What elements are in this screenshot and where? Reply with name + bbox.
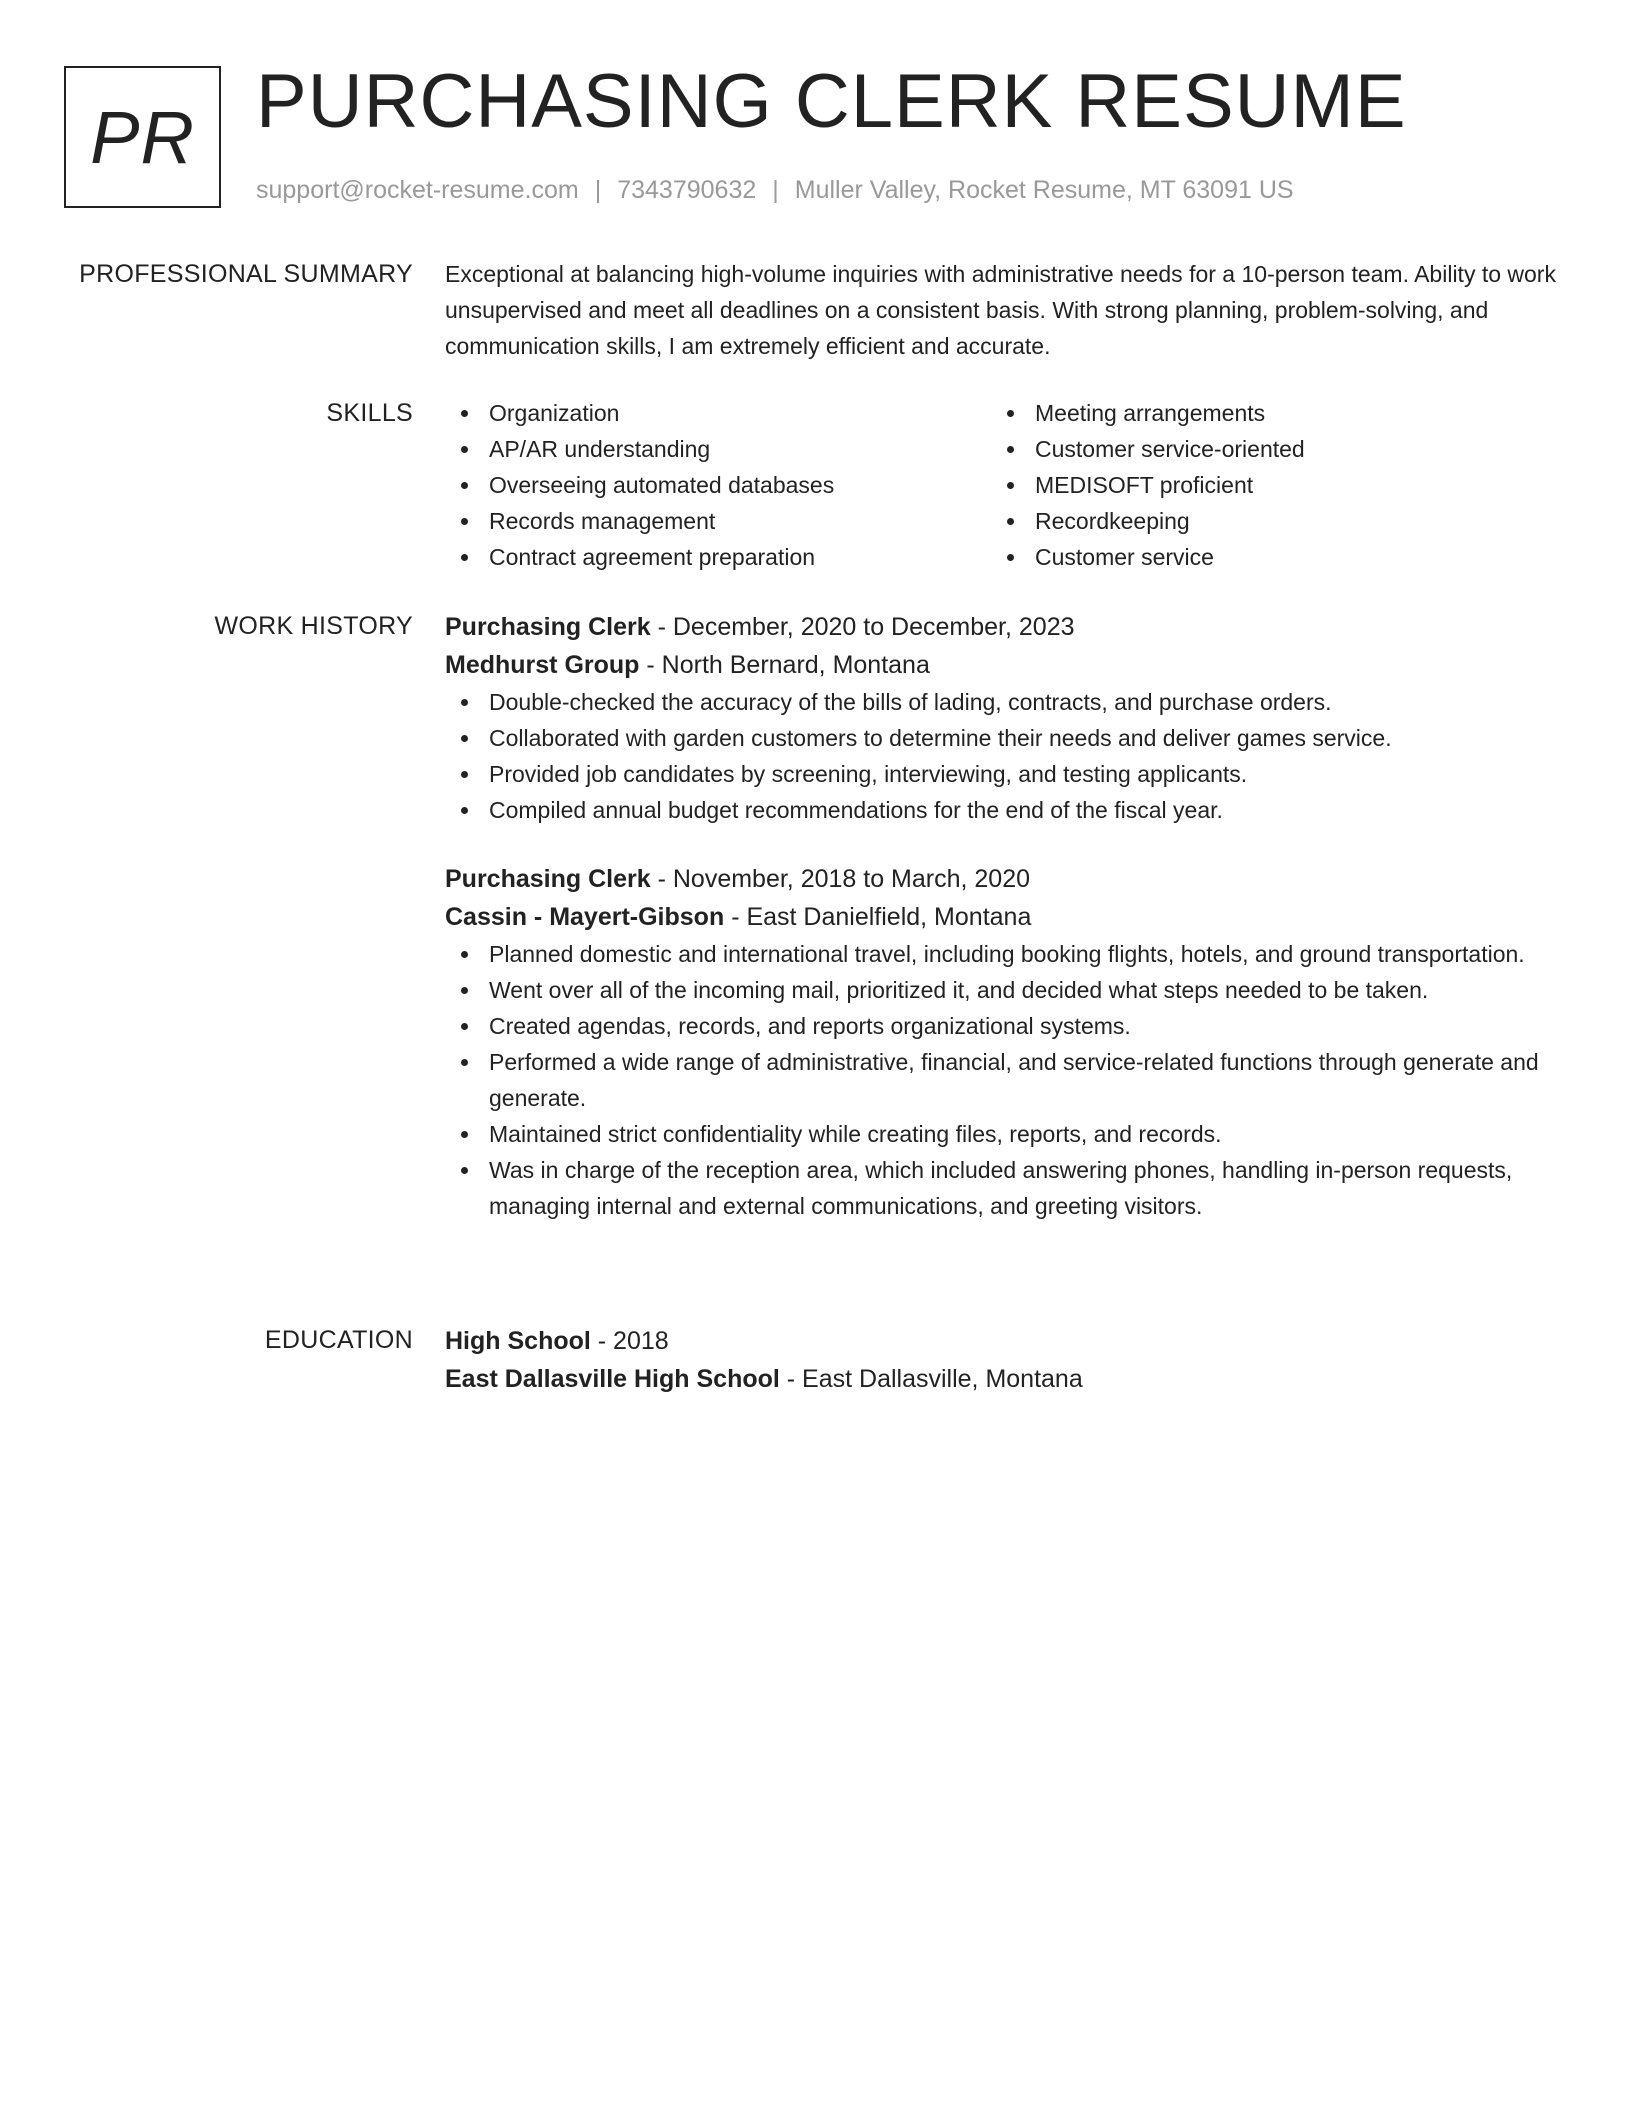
skill-item: Contract agreement preparation xyxy=(445,539,991,575)
education-degree-line xyxy=(445,1322,1565,1360)
job-bullets xyxy=(445,684,1565,828)
job-bullet: Double-checked the accuracy of the bills of lading, contracts, and purchase orders. xyxy=(445,684,1565,720)
skill-item: Records management xyxy=(445,503,991,539)
skill-item: Overseeing automated databases xyxy=(445,467,991,503)
contact-phone: 7343790632 xyxy=(617,176,757,204)
contact-separator: | xyxy=(772,176,779,204)
section-label-skills: SKILLS xyxy=(326,399,413,427)
skill-item: MEDISOFT proficient xyxy=(991,467,1537,503)
skill-item: Recordkeeping xyxy=(991,503,1537,539)
job-entry xyxy=(445,860,1565,1224)
job-dates: - November, 2018 to March, 2020 xyxy=(657,865,1031,893)
skill-item: AP/AR understanding xyxy=(445,431,991,467)
job-bullet: Provided job candidates by screening, interviewing, and testing applicants. xyxy=(445,756,1565,792)
job-bullets xyxy=(445,936,1565,1224)
job-bullet: Collaborated with garden customers to determine their needs and deliver games service. xyxy=(445,720,1565,756)
job-location: - North Bernard, Montana xyxy=(646,651,930,679)
job-company: Cassin - Mayert-Gibson xyxy=(445,903,725,931)
skill-item: Customer service xyxy=(991,539,1537,575)
section-label-summary: PROFESSIONAL SUMMARY xyxy=(79,260,413,288)
contact-line xyxy=(256,174,1294,206)
education-year: - 2018 xyxy=(597,1327,669,1355)
job-company-line xyxy=(445,898,1565,936)
job-dates: - December, 2020 to December, 2023 xyxy=(657,613,1075,641)
contact-email: support@rocket-resume.com xyxy=(256,176,579,204)
contact-address: Muller Valley, Rocket Resume, MT 63091 US xyxy=(794,176,1294,204)
skill-item: Organization xyxy=(445,395,991,431)
skill-item: Meeting arrangements xyxy=(991,395,1537,431)
job-title: Purchasing Clerk xyxy=(445,613,651,641)
job-bullet: Performed a wide range of administrative, financial, and service-related functions through generate and generate. xyxy=(445,1044,1565,1116)
job-title: Purchasing Clerk xyxy=(445,865,651,893)
job-bullet: Created agendas, records, and reports organizational systems. xyxy=(445,1008,1565,1044)
job-company-line xyxy=(445,646,1565,684)
education-school: East Dallasville High School xyxy=(445,1365,780,1393)
job-company: Medhurst Group xyxy=(445,651,640,679)
education-school-line xyxy=(445,1360,1565,1398)
job-bullet: Planned domestic and international travel, including booking flights, hotels, and ground transportation. xyxy=(445,936,1565,972)
job-bullet: Went over all of the incoming mail, prioritized it, and decided what steps needed to be taken. xyxy=(445,972,1565,1008)
skills-body xyxy=(445,395,1565,575)
section-label-work-history: WORK HISTORY xyxy=(214,612,413,640)
summary-body xyxy=(445,256,1565,364)
monogram-logo: PR xyxy=(64,66,221,208)
skills-list-right xyxy=(991,395,1537,575)
job-bullet: Was in charge of the reception area, which included answering phones, handling in-person requests, managing internal and external communications, and greeting visitors. xyxy=(445,1152,1565,1224)
resume-title: PURCHASING CLERK RESUME xyxy=(256,59,1407,144)
education-body xyxy=(445,1322,1565,1398)
job-location: - East Danielfield, Montana xyxy=(731,903,1032,931)
work-history-body xyxy=(445,608,1565,1224)
job-bullet: Compiled annual budget recommendations for the end of the fiscal year. xyxy=(445,792,1565,828)
section-label-education: EDUCATION xyxy=(264,1326,413,1354)
job-entry xyxy=(445,608,1565,828)
education-degree: High School xyxy=(445,1327,591,1355)
job-title-line xyxy=(445,608,1565,646)
contact-separator: | xyxy=(594,176,602,204)
skills-grid xyxy=(445,395,1565,575)
job-bullet: Maintained strict confidentiality while creating files, reports, and records. xyxy=(445,1116,1565,1152)
education-location: - East Dallasville, Montana xyxy=(786,1365,1083,1393)
skills-list-left xyxy=(445,395,991,575)
summary-text: Exceptional at balancing high-volume inquiries with administrative needs for a 10-person team. Ability to work unsupervised and meet all deadlines on a consistent basis. With strong planning, problem-solving, and communication skills, I am extremely efficient and accurate. xyxy=(445,261,1556,359)
skill-item: Customer service-oriented xyxy=(991,431,1537,467)
job-title-line xyxy=(445,860,1565,898)
